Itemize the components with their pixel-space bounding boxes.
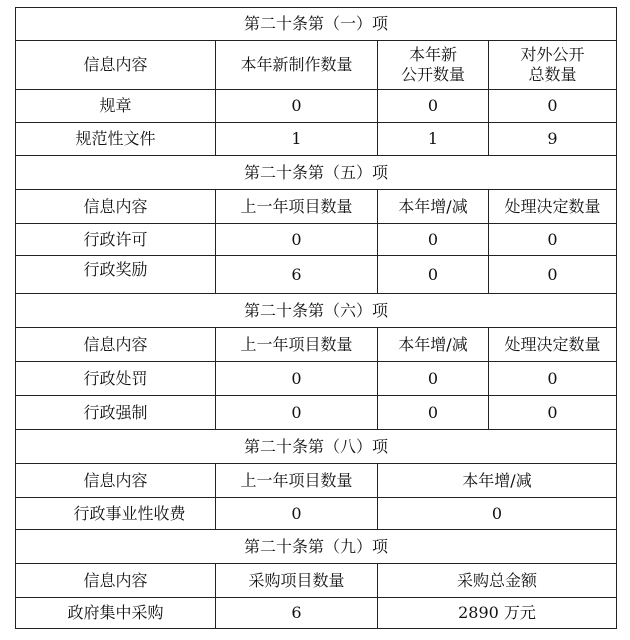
info-content-header: 信息内容 <box>16 564 216 598</box>
disclosure-table <box>15 7 617 629</box>
table-cell: 0 <box>378 396 489 430</box>
header-row <box>16 41 617 90</box>
info-content-header: 信息内容 <box>16 190 216 224</box>
table-row <box>16 598 617 629</box>
section-title: 第二十条第（九）项 <box>16 530 617 564</box>
table-cell: 0 <box>378 90 489 123</box>
section-title: 第二十条第（六）项 <box>16 294 617 328</box>
row-label: 规章 <box>16 90 216 123</box>
table-cell: 0 <box>216 224 378 256</box>
column-header <box>489 41 617 90</box>
table-row <box>16 224 617 256</box>
table-cell: 9 <box>489 123 617 156</box>
column-header: 采购总金额 <box>378 564 617 598</box>
section-title-row <box>16 430 617 464</box>
table-cell: 0 <box>489 224 617 256</box>
header-row <box>16 190 617 224</box>
table-row <box>16 256 617 294</box>
column-header: 本年新制作数量 <box>216 41 378 90</box>
section-title: 第二十条第（一）项 <box>16 8 617 41</box>
table-cell: 0 <box>216 498 378 530</box>
column-header: 处理决定数量 <box>489 190 617 224</box>
table-cell: 0 <box>489 362 617 396</box>
section-title-row <box>16 8 617 41</box>
table-cell: 0 <box>489 256 617 294</box>
column-header-text: 本年新 公开数量 <box>400 45 465 84</box>
table-cell: 1 <box>378 123 489 156</box>
table-cell: 0 <box>216 90 378 123</box>
table-cell: 0 <box>489 396 617 430</box>
column-header <box>378 41 489 90</box>
column-header: 上一年项目数量 <box>216 464 378 498</box>
table-cell: 0 <box>489 90 617 123</box>
row-label: 规范性文件 <box>16 123 216 156</box>
column-header: 本年增/减 <box>378 328 489 362</box>
header-row <box>16 464 617 498</box>
table-cell: 0 <box>216 362 378 396</box>
table-row <box>16 362 617 396</box>
column-header: 本年增/减 <box>378 464 617 498</box>
row-label: 行政奖励 <box>16 256 216 294</box>
table-cell: 0 <box>378 362 489 396</box>
section-title: 第二十条第（五）项 <box>16 156 617 190</box>
table-row <box>16 90 617 123</box>
column-header: 上一年项目数量 <box>216 190 378 224</box>
column-header: 处理决定数量 <box>489 328 617 362</box>
column-header: 采购项目数量 <box>216 564 378 598</box>
section-title-row <box>16 156 617 190</box>
table-cell: 0 <box>378 498 617 530</box>
section-title: 第二十条第（八）项 <box>16 430 617 464</box>
header-row <box>16 328 617 362</box>
table-cell: 6 <box>216 256 378 294</box>
info-content-header: 信息内容 <box>16 328 216 362</box>
info-content-header: 信息内容 <box>16 464 216 498</box>
table-row <box>16 396 617 430</box>
table-row <box>16 498 617 530</box>
row-label: 行政处罚 <box>16 362 216 396</box>
table-cell: 0 <box>378 224 489 256</box>
table-cell: 6 <box>216 598 378 629</box>
row-label: 行政强制 <box>16 396 216 430</box>
table-cell: 0 <box>378 256 489 294</box>
section-title-row <box>16 294 617 328</box>
header-row <box>16 564 617 598</box>
info-content-header: 信息内容 <box>16 41 216 90</box>
column-header-text: 对外公开 总数量 <box>520 45 585 84</box>
table-row <box>16 123 617 156</box>
table-cell: 1 <box>216 123 378 156</box>
row-label: 政府集中采购 <box>16 598 216 629</box>
row-label: 行政事业性收费 <box>16 498 216 530</box>
column-header: 本年增/减 <box>378 190 489 224</box>
row-label: 行政许可 <box>16 224 216 256</box>
column-header: 上一年项目数量 <box>216 328 378 362</box>
table-cell: 0 <box>216 396 378 430</box>
table-cell: 2890 万元 <box>378 598 617 629</box>
section-title-row <box>16 530 617 564</box>
